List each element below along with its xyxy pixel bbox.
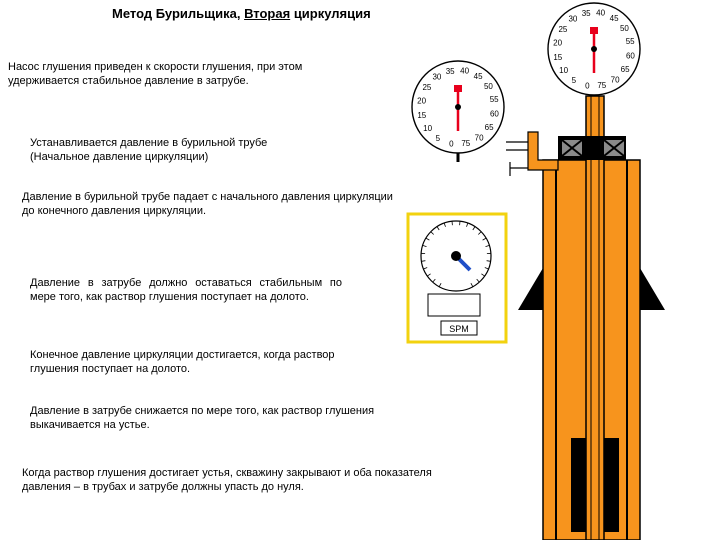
note-pump-speed: Насос глушения приведен к скорости глушения, при этом удерживается стабильное давление в затрубе. [8, 61, 303, 87]
drillpipe-gauge-tick-label: 70 [610, 75, 620, 85]
annulus-gauge-tick-label: 30 [432, 72, 442, 82]
drillpipe-gauge-tick-label: 15 [553, 52, 563, 62]
drillpipe-gauge-tick-label: 60 [625, 51, 635, 61]
choke-line [528, 132, 558, 170]
title-prefix: Метод Бурильщика, [112, 6, 241, 21]
note-drillpipe-pressure: Устанавливается давление в бурильной трубе (Начальное давление циркуляции) [30, 137, 268, 163]
note-final-pressure: Конечное давление циркуляции достигается, когда раствор глушения поступает на долото. [30, 349, 335, 375]
drillpipe-gauge-tick-label: 30 [568, 14, 578, 24]
drillpipe-gauge-tick-label: 55 [625, 37, 635, 47]
formation-right [640, 268, 665, 310]
drillpipe-gauge-tick-label: 75 [597, 81, 607, 91]
annulus-gauge-tick-label: 65 [484, 123, 494, 133]
annulus-gauge-tick-label: 35 [445, 66, 455, 76]
spm-hub [451, 251, 461, 261]
annulus-gauge-tick-label: 25 [422, 82, 432, 92]
drillpipe-gauge-tick-label: 5 [571, 76, 577, 86]
annulus-gauge-tick-label: 50 [483, 81, 493, 91]
drillpipe-gauge-tick-label: 40 [596, 8, 606, 18]
drillpipe-gauge-tick-label: 45 [609, 13, 619, 23]
note-annulus-stable: Давление в затрубе должно оставаться стабильным по мере того, как раствор глушения поступает на долото. [30, 277, 342, 303]
drillpipe-gauge-tick-label: 0 [585, 81, 590, 91]
formation-left [518, 268, 543, 310]
drill-collar-left [571, 438, 586, 532]
annulus-gauge-tick-label: 70 [474, 133, 484, 143]
drillpipe-gauge-tick-label: 35 [581, 8, 591, 18]
drillpipe-pressure-gauge [548, 3, 640, 95]
annulus-gauge-tick-label: 20 [417, 96, 427, 106]
annulus-gauge-tick-label: 60 [489, 109, 499, 119]
annulus-gauge-tick-label: 45 [473, 71, 483, 81]
spm-label: SPM [449, 324, 469, 334]
annulus-gauge-tick-label: 55 [489, 95, 499, 105]
annulus-gauge-hub [455, 104, 461, 110]
title-suffix: циркуляция [293, 6, 371, 21]
annulus-gauge-tick-label: 0 [449, 139, 454, 149]
annulus-pressure-gauge [412, 61, 504, 153]
drillpipe-gauge-tick-label: 65 [620, 65, 630, 75]
drillpipe-gauge-tick-label: 50 [619, 23, 629, 33]
title-underlined: Вторая [244, 6, 291, 21]
annulus-gauge-tick-label: 15 [417, 110, 427, 120]
drill-collar-right [604, 438, 619, 532]
note-well-shut: Когда раствор глушения достигает устья, скважину закрывают и оба показателя давления – в трубах и затрубе должны упасть до нуля. [22, 467, 432, 493]
note-annulus-drop: Давление в затрубе снижается по мере того, как раствор глушения выкачивается на устье. [30, 405, 375, 431]
pump-counter-display [428, 294, 480, 316]
drillpipe-gauge-indicator [590, 27, 598, 34]
annulus-gauge-tick-label: 75 [461, 139, 471, 149]
drillpipe-gauge-hub [591, 46, 597, 52]
drillpipe-gauge-tick-label: 10 [559, 66, 569, 76]
annulus-gauge-tick-label: 5 [435, 134, 441, 144]
annulus-gauge-tick-label: 40 [460, 66, 470, 76]
note-pressure-drop: Давление в бурильной трубе падает с начального давления циркуляции до конечного давления циркуляции. [22, 191, 393, 217]
drillpipe-gauge-tick-label: 25 [558, 24, 568, 34]
annulus-gauge-indicator [454, 85, 462, 92]
drillpipe-gauge-tick-label: 20 [553, 38, 563, 48]
annulus-gauge-tick-label: 10 [423, 124, 433, 134]
drill-pipe [586, 96, 604, 540]
